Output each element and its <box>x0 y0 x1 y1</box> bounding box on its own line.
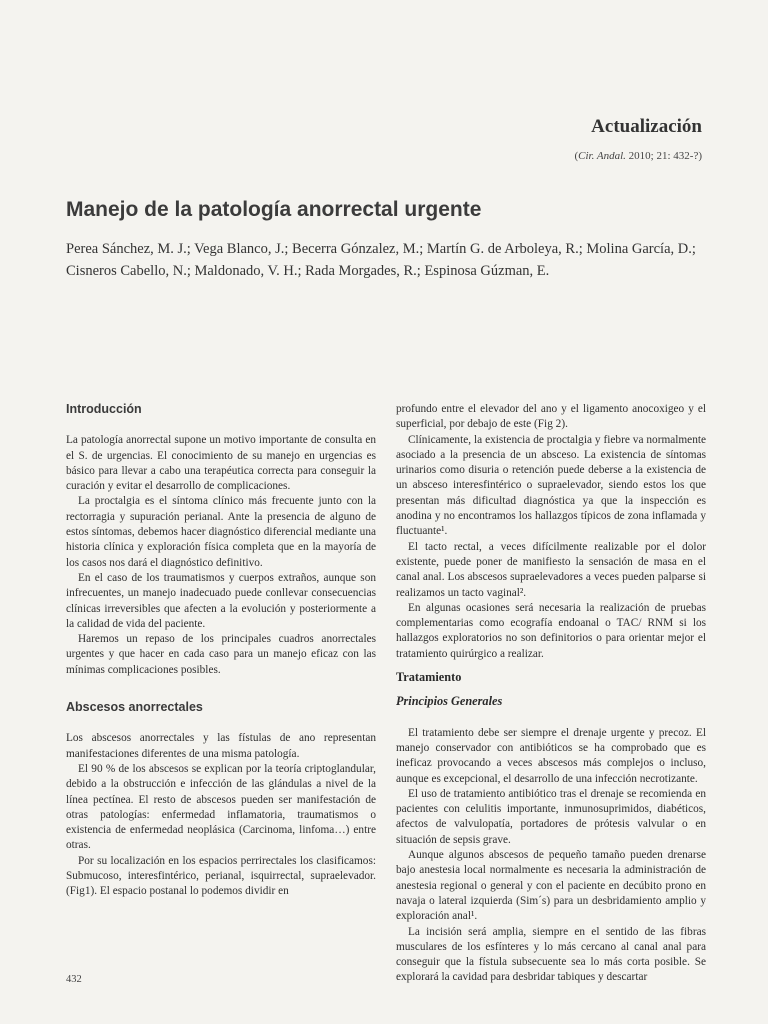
citation <box>574 150 702 162</box>
section-label: Actualización <box>591 116 702 137</box>
abscess-paragraph-1: Los abscesos anorrectales y las fístulas de ano representan manifestaciones diferentes de una misma patología. <box>66 732 376 760</box>
treatment-heading: Tratamiento <box>396 670 462 685</box>
intro-paragraph-1: La patología anorrectal supone un motivo importante de consulta en el S. de urgencias. El conocimiento de su manejo en urgencias es básico para llevar a cabo una terapéutica correcta para conseguir la curación y evitar el desarrollo de complicaciones. <box>66 434 376 493</box>
abscess-heading: Abscesos anorrectales <box>66 700 203 715</box>
abscess-paragraph-2: El 90 % de los abscesos se explican por la teoría criptoglandular, debido a la obstrucción e infección de las glándulas a nivel de la línea pectínea. El resto de abscesos pueden ser manifestación de otras patologías: enfermedad inflamatoria, traumatismos o existencia de enfermedad neoplásica (Carcinoma, linfoma…) entre otras. <box>66 762 376 852</box>
intro-paragraph-2: La proctalgia es el síntoma clínico más frecuente junto con la rectorragia y supuración perianal. Ante la presencia de alguno de estos síntomas, debemos hacer diagnóstico diferencial mediante una historia clínica y exploración física completa que en la mayoría de los casos nos dará el diagnóstico definitivo. <box>66 495 376 569</box>
intro-heading: Introducción <box>66 402 142 416</box>
right-paragraph-6: El uso de tratamiento antibiótico tras el drenaje se recomienda en pacientes con celulitis importante, inmunosuprimidos, diabéticos, afectos de valvulopatía, portadores de prótesis valvular o en situación de sepsis grave. <box>396 787 706 846</box>
right-paragraph-1: profundo entre el elevador del ano y el ligamento anocoxigeo y el superficial, por debajo de este (Fig 2). <box>396 403 706 431</box>
citation-details: 2010; 21: 432-?) <box>625 150 702 162</box>
intro-paragraph-3: En el caso de los traumatismos y cuerpos extraños, aunque son infrecuentes, un manejo inadecuado puede conllevar consecuencias clínicas irreversibles que afecten a la evolución y posteriormente a la calidad de vida del paciente. <box>66 571 376 630</box>
principles-heading: Principios Generales <box>396 694 503 709</box>
left-column <box>66 402 376 900</box>
article-authors: Perea Sánchez, M. J.; Vega Blanco, J.; Becerra Gónzalez, M.; Martín G. de Arboleya, R.; Molina García, D.; Cisneros Cabello, N.; Maldonado, V. H.; Rada Morgades, R.; Espinosa Gúzman, E. <box>66 241 696 279</box>
citation-open: ( <box>574 150 579 162</box>
right-paragraph-3: El tacto rectal, a veces difícilmente realizable por el dolor existente, puede poner de manifiesto la sensación de masa en el canal anal. Los abscesos supraelevadores a veces pueden palparse si realizamos un tacto vaginal². <box>396 540 706 599</box>
right-paragraph-7: Aunque algunos abscesos de pequeño tamaño pueden drenarse bajo anestesia local normalmente es necesaria la administración de anestesia regional o general y con el paciente en decúbito prono en navaja o lateral izquierda (Sim´s) para un desbridamiento amplio y exploración anal¹. <box>396 849 706 923</box>
right-paragraph-4: En algunas ocasiones será necesaria la realización de pruebas complementarias como ecografía endoanal o TAC/ RNM si los hallazgos exploratorios no son definitorios o para orientar mejor el tratamiento quirúrgico a realizar. <box>396 601 706 660</box>
article-title: Manejo de la patología anorrectal urgente <box>66 198 482 221</box>
right-paragraph-5: El tratamiento debe ser siempre el drenaje urgente y precoz. El manejo conservador con antibióticos se ha comprobado que es ineficaz provocando a veces abscesos más complejos o incluso, aunque es excepcional, el desarrollo de una infección necrotizante. <box>396 726 706 785</box>
right-column <box>396 402 706 986</box>
right-paragraph-2: Clínicamente, la existencia de proctalgia y fiebre va normalmente asociado a la presencia de un absceso. La existencia de síntomas urinarios como disuria o retención puede deberse a la existencia de un absceso interesfintérico o supraelevador, siendo estos los que presentan más dificultad diagnóstica ya que la inspección es anodina y no encontramos los hallazgos típicos de zona inflamada y fluctuante¹. <box>396 433 706 538</box>
citation-journal: Cir. Andal. <box>578 150 626 162</box>
right-paragraph-8: La incisión será amplia, siempre en el sentido de las fibras musculares de los esfínteres y lo más cercano al canal anal para conseguir que la fístula subsecuente sea lo más corta posible. Se explorará la cavidad para desbridar tabiques y descartar <box>396 925 706 984</box>
page-number: 432 <box>66 974 82 985</box>
section-spacer <box>66 678 376 700</box>
abscess-paragraph-3: Por su localización en los espacios perrirectales los clasificamos: Submucoso, interesfintérico, perianal, isquirrectal, supraelevador. (Fig1). El espacio postanal lo podemos dividir en <box>66 854 376 898</box>
intro-paragraph-4: Haremos un repaso de los principales cuadros anorrectales urgentes y que hacer en cada caso para un manejo eficaz con las mínimas complicaciones posibles. <box>66 633 376 676</box>
